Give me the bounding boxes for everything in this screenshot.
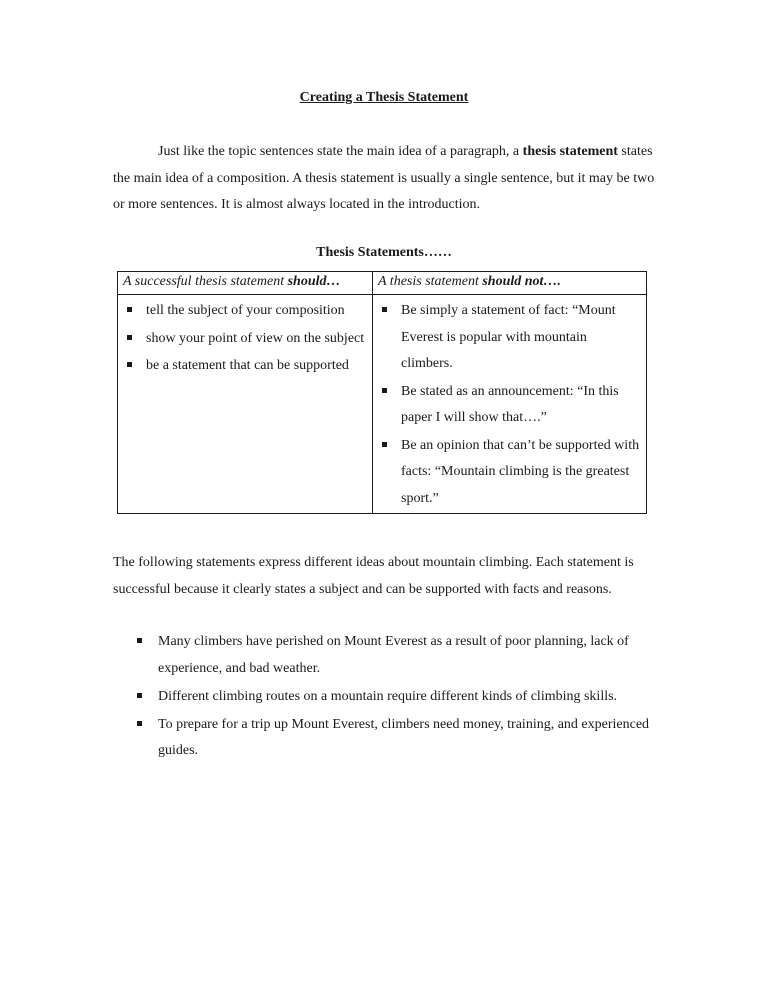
intro-text-end: states the main idea of a composition. A thesis statement is usually a single sentence, but it may be two or more sentences. It is almost always located in the introduction. (113, 144, 655, 212)
intro-paragraph (113, 139, 658, 219)
list-item: Many climbers have perished on Mount Everest as a result of poor planning, lack of experience, and bad weather. (113, 629, 658, 682)
list-item: Different climbing routes on a mountain require different kinds of climbing skills. (113, 684, 658, 711)
should-not-column-header: A thesis statement should not…. (373, 272, 647, 295)
list-item: be a statement that can be supported (122, 353, 368, 380)
examples-intro-paragraph: The following statements express different ideas about mountain climbing. Each statement is successful because it clearly states a subject and can be supported with facts and reasons. (113, 555, 634, 597)
list-item: Be simply a statement of fact: “Mount Everest is popular with mountain climbers. (377, 298, 642, 378)
square-bullet-icon (137, 693, 142, 698)
list-item: Be an opinion that can’t be supported with facts: “Mountain climbing is the greatest sport.” (377, 433, 642, 513)
page-title: Creating a Thesis Statement (299, 90, 469, 105)
intro-bold-term: thesis statement (522, 144, 618, 159)
square-bullet-icon (137, 638, 142, 643)
square-bullet-icon (127, 307, 132, 312)
table-header-row (118, 272, 647, 295)
examples-list (113, 629, 658, 766)
square-bullet-icon (382, 442, 387, 447)
list-item: show your point of view on the subject (122, 326, 368, 353)
intro-text-start: Just like the topic sentences state the main idea of a paragraph, a (158, 144, 523, 159)
table-body-row (118, 295, 647, 514)
should-cell (118, 295, 373, 514)
square-bullet-icon (382, 388, 387, 393)
list-item: To prepare for a trip up Mount Everest, climbers need money, training, and experienced guides. (113, 712, 658, 765)
thesis-comparison-table (117, 271, 647, 514)
should-column-header: A successful thesis statement should… (118, 272, 373, 295)
table-title: Thesis Statements…… (316, 245, 452, 260)
should-not-list (377, 295, 642, 512)
square-bullet-icon (382, 307, 387, 312)
should-not-cell (373, 295, 647, 514)
should-list (122, 295, 368, 380)
square-bullet-icon (127, 362, 132, 367)
list-item: tell the subject of your composition (122, 298, 368, 325)
square-bullet-icon (127, 335, 132, 340)
list-item: Be stated as an announcement: “In this paper I will show that….” (377, 379, 642, 432)
square-bullet-icon (137, 721, 142, 726)
